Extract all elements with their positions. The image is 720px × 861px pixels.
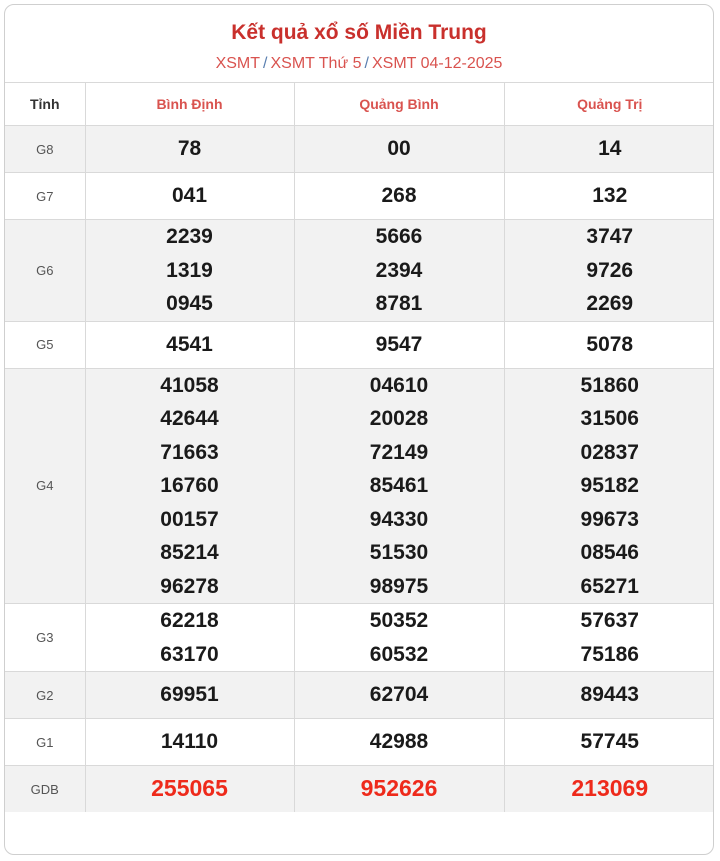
prize-label: G2 bbox=[5, 672, 85, 719]
special-prize-number: 255065 bbox=[151, 775, 228, 802]
prize-cell bbox=[85, 173, 294, 220]
prize-number: 71663 bbox=[160, 440, 219, 464]
prize-cell bbox=[294, 173, 504, 220]
breadcrumb bbox=[5, 54, 713, 74]
province-column-header: Tỉnh bbox=[5, 83, 85, 126]
prize-cell bbox=[504, 672, 714, 719]
prize-label: G6 bbox=[5, 220, 85, 322]
prize-row-g8 bbox=[5, 126, 714, 173]
prize-number: 99673 bbox=[580, 507, 639, 531]
prize-number: 50352 bbox=[369, 609, 429, 632]
prize-number: 0945 bbox=[166, 292, 213, 315]
prize-cell bbox=[504, 220, 714, 322]
breadcrumb-link-weekday[interactable]: XSMT Thứ 5 bbox=[270, 55, 362, 72]
prize-number: 31506 bbox=[580, 407, 639, 430]
prize-row-g1 bbox=[5, 719, 714, 766]
prize-cell bbox=[504, 604, 714, 672]
prize-label: G8 bbox=[5, 126, 85, 173]
prize-number: 1319 bbox=[166, 258, 213, 282]
prize-number: 00 bbox=[387, 137, 411, 161]
prize-row-g2 bbox=[5, 672, 714, 719]
prize-cell bbox=[85, 719, 294, 766]
prize-cell bbox=[294, 766, 504, 813]
breadcrumb-separator: / bbox=[263, 55, 268, 72]
prize-label: G3 bbox=[5, 604, 85, 672]
prize-row-g6 bbox=[5, 220, 714, 322]
prize-number: 04610 bbox=[369, 373, 429, 397]
table-header-row bbox=[5, 83, 714, 126]
prize-cell bbox=[85, 604, 294, 672]
breadcrumb-separator: / bbox=[364, 55, 369, 72]
prize-number: 62704 bbox=[369, 683, 429, 707]
prize-number: 14 bbox=[598, 137, 622, 161]
prize-number: 5078 bbox=[586, 332, 634, 356]
results-card bbox=[4, 4, 714, 855]
prize-cell bbox=[294, 672, 504, 719]
prize-number: 69951 bbox=[160, 683, 219, 707]
breadcrumb-link-xsmt[interactable]: XSMT bbox=[215, 55, 261, 72]
prize-number: 62218 bbox=[160, 609, 219, 632]
prize-number: 42988 bbox=[369, 730, 429, 754]
prize-number: 60532 bbox=[369, 642, 429, 666]
prize-cell bbox=[85, 672, 294, 719]
prize-number: 02837 bbox=[580, 440, 639, 464]
prize-number: 41058 bbox=[160, 373, 219, 397]
results-header bbox=[5, 5, 713, 83]
prize-cell bbox=[294, 719, 504, 766]
special-prize-number: 213069 bbox=[571, 775, 649, 802]
prize-number: 2269 bbox=[586, 292, 634, 315]
prize-cell bbox=[294, 126, 504, 173]
prize-label: G5 bbox=[5, 321, 85, 368]
prize-cell bbox=[294, 368, 504, 604]
prize-number: 95182 bbox=[580, 474, 639, 497]
prize-number: 14110 bbox=[160, 730, 219, 754]
prize-number: 08546 bbox=[580, 541, 639, 564]
province-binh-dinh[interactable]: Bình Định bbox=[85, 83, 294, 126]
prize-number: 85214 bbox=[160, 541, 219, 564]
prize-cell bbox=[504, 173, 714, 220]
prize-number: 00157 bbox=[160, 507, 219, 531]
prize-number: 4541 bbox=[166, 332, 213, 356]
prize-number: 42644 bbox=[160, 407, 219, 430]
prize-cell bbox=[504, 719, 714, 766]
prize-number: 5666 bbox=[375, 225, 423, 248]
prize-cell bbox=[85, 321, 294, 368]
province-quang-tri[interactable]: Quảng Trị bbox=[504, 83, 714, 126]
page-title: Kết quả xổ số Miền Trung bbox=[231, 21, 487, 44]
prize-number: 3747 bbox=[586, 225, 634, 248]
prize-number: 2239 bbox=[166, 225, 213, 248]
prize-number: 98975 bbox=[369, 574, 429, 598]
prize-number: 75186 bbox=[580, 642, 639, 666]
prize-number: 57637 bbox=[580, 609, 639, 632]
prize-label: G4 bbox=[5, 368, 85, 604]
prize-row-g3 bbox=[5, 604, 714, 672]
prize-row-g5 bbox=[5, 321, 714, 368]
prize-number: 94330 bbox=[369, 507, 429, 531]
prize-number: 65271 bbox=[580, 574, 639, 598]
prize-number: 89443 bbox=[580, 683, 639, 707]
prize-number: 51530 bbox=[369, 541, 429, 564]
province-quang-binh[interactable]: Quảng Bình bbox=[294, 83, 504, 126]
prize-cell bbox=[85, 766, 294, 813]
special-prize-number: 952626 bbox=[360, 775, 438, 802]
prize-cell bbox=[85, 126, 294, 173]
prize-cell bbox=[294, 321, 504, 368]
prize-cell bbox=[504, 368, 714, 604]
prize-number: 268 bbox=[381, 184, 417, 208]
prize-row-gdb bbox=[5, 766, 714, 813]
prize-number: 16760 bbox=[160, 474, 219, 497]
prize-number: 72149 bbox=[369, 440, 429, 464]
prize-label: GDB bbox=[5, 766, 85, 813]
prize-number: 57745 bbox=[580, 730, 639, 754]
prize-number: 78 bbox=[177, 137, 202, 161]
prize-number: 132 bbox=[592, 184, 628, 208]
prize-number: 2394 bbox=[375, 258, 423, 282]
prize-cell bbox=[294, 220, 504, 322]
prize-label: G1 bbox=[5, 719, 85, 766]
prize-number: 9547 bbox=[375, 332, 423, 356]
prize-row-g4 bbox=[5, 368, 714, 604]
prize-cell bbox=[504, 321, 714, 368]
prize-number: 96278 bbox=[160, 574, 219, 598]
breadcrumb-link-date[interactable]: XSMT 04-12-2025 bbox=[371, 55, 503, 72]
prize-number: 20028 bbox=[369, 407, 429, 430]
prize-number: 85461 bbox=[369, 474, 429, 497]
prize-number: 8781 bbox=[375, 292, 423, 315]
prize-number: 9726 bbox=[586, 258, 634, 282]
prize-row-g7 bbox=[5, 173, 714, 220]
prize-number: 041 bbox=[171, 184, 208, 208]
prize-number: 51860 bbox=[580, 373, 639, 397]
prize-label: G7 bbox=[5, 173, 85, 220]
prize-number: 63170 bbox=[160, 642, 219, 666]
prize-cell bbox=[504, 126, 714, 173]
prize-cell bbox=[85, 220, 294, 322]
prize-cell bbox=[294, 604, 504, 672]
prize-cell bbox=[85, 368, 294, 604]
results-table bbox=[5, 83, 714, 812]
prize-cell bbox=[504, 766, 714, 813]
